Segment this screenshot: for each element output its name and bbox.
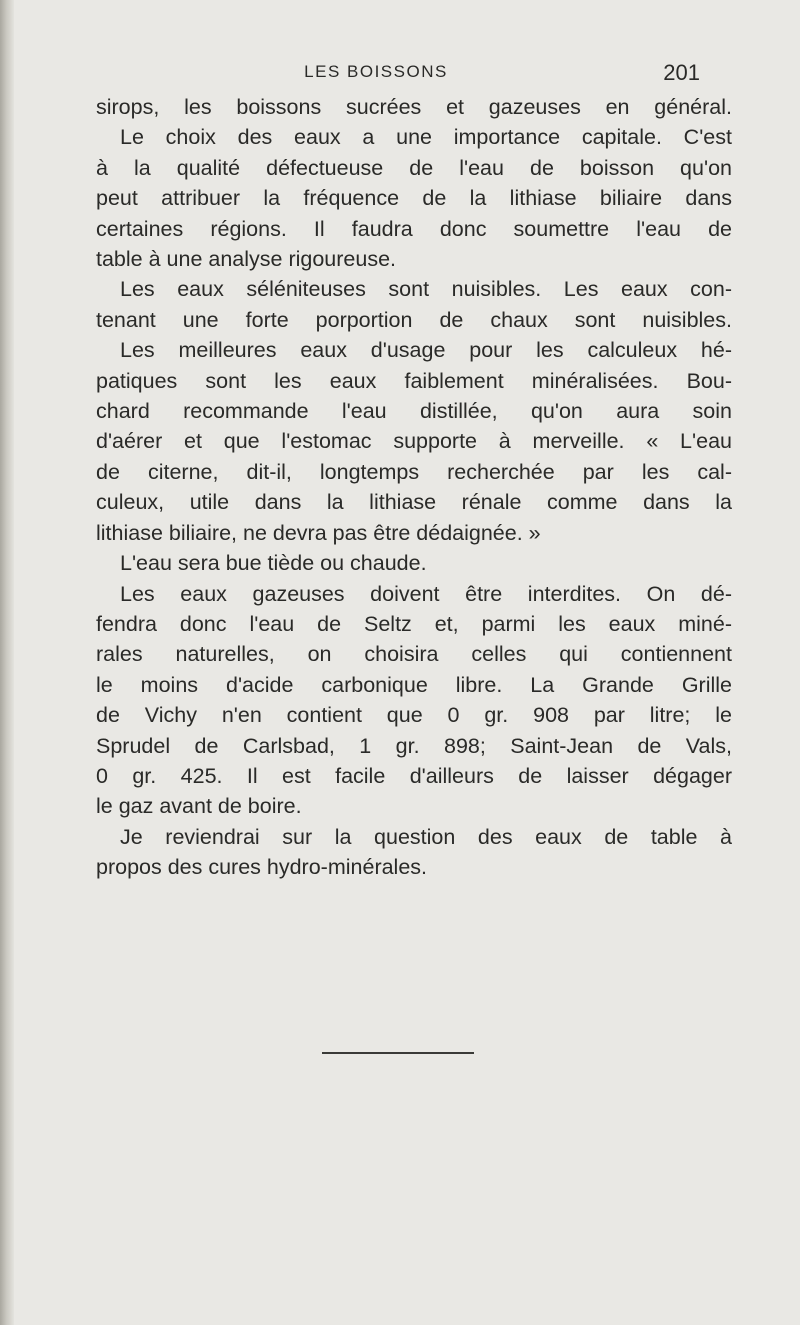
text-line: fendra donc l'eau de Seltz et, parmi les eaux miné- bbox=[96, 611, 732, 636]
page-number: 201 bbox=[663, 60, 700, 85]
text-line: Les meilleures eaux d'usage pour les calculeux hé- bbox=[120, 338, 732, 363]
binding-edge bbox=[0, 0, 14, 1325]
text-line: rales naturelles, on choisira celles qui contiennent bbox=[96, 642, 732, 667]
running-head bbox=[96, 60, 736, 92]
text-line: L'eau sera bue tiède ou chaude. bbox=[120, 551, 427, 576]
text-line: culeux, utile dans la lithiase rénale comme dans la bbox=[96, 490, 732, 515]
text-line: 0 gr. 425. Il est facile d'ailleurs de laisser dégager bbox=[96, 763, 732, 788]
text-line: chard recommande l'eau distillée, qu'on aura soin bbox=[96, 399, 732, 424]
text-line: le moins d'acide carbonique libre. La Grande Grille bbox=[96, 672, 732, 697]
text-line: table à une analyse rigoureuse. bbox=[96, 247, 397, 272]
text-line: Sprudel de Carlsbad, 1 gr. 898; Saint-Jean de Vals, bbox=[96, 733, 732, 758]
running-title: LES BOISSONS bbox=[304, 62, 448, 81]
text-line: peut attribuer la fréquence de la lithiase biliaire dans bbox=[96, 186, 732, 211]
text-line: sirops, les boissons sucrées et gazeuses en général. bbox=[96, 95, 732, 119]
text-line: de citerne, dit-il, longtemps recherchée par les cal- bbox=[96, 459, 732, 484]
text-line: patiques sont les eaux faiblement minéralisées. Bou- bbox=[96, 368, 732, 393]
text-line: à la qualité défectueuse de l'eau de boisson qu'on bbox=[96, 155, 732, 180]
text-line: Je reviendrai sur la question des eaux de table à bbox=[120, 824, 732, 849]
text-line: certaines régions. Il faudra donc soumettre l'eau de bbox=[96, 216, 732, 241]
text-line: lithiase biliaire, ne devra pas être dédaignée. » bbox=[96, 520, 541, 545]
text-line: Les eaux séléniteuses sont nuisibles. Les eaux con- bbox=[120, 277, 732, 302]
text-line: le gaz avant de boire. bbox=[96, 794, 302, 819]
text-line: Les eaux gazeuses doivent être interdites. On dé- bbox=[120, 581, 732, 606]
body-text bbox=[96, 92, 732, 883]
text-line: d'aérer et que l'estomac supporte à merveille. « L'eau bbox=[96, 429, 732, 454]
section-end-rule bbox=[322, 1052, 474, 1054]
text-line: propos des cures hydro-minérales. bbox=[96, 855, 428, 880]
text-line: de Vichy n'en contient que 0 gr. 908 par litre; le bbox=[96, 703, 732, 728]
text-line: tenant une forte porportion de chaux sont nuisibles. bbox=[96, 307, 732, 332]
text-line: Le choix des eaux a une importance capitale. C'est bbox=[120, 125, 732, 150]
